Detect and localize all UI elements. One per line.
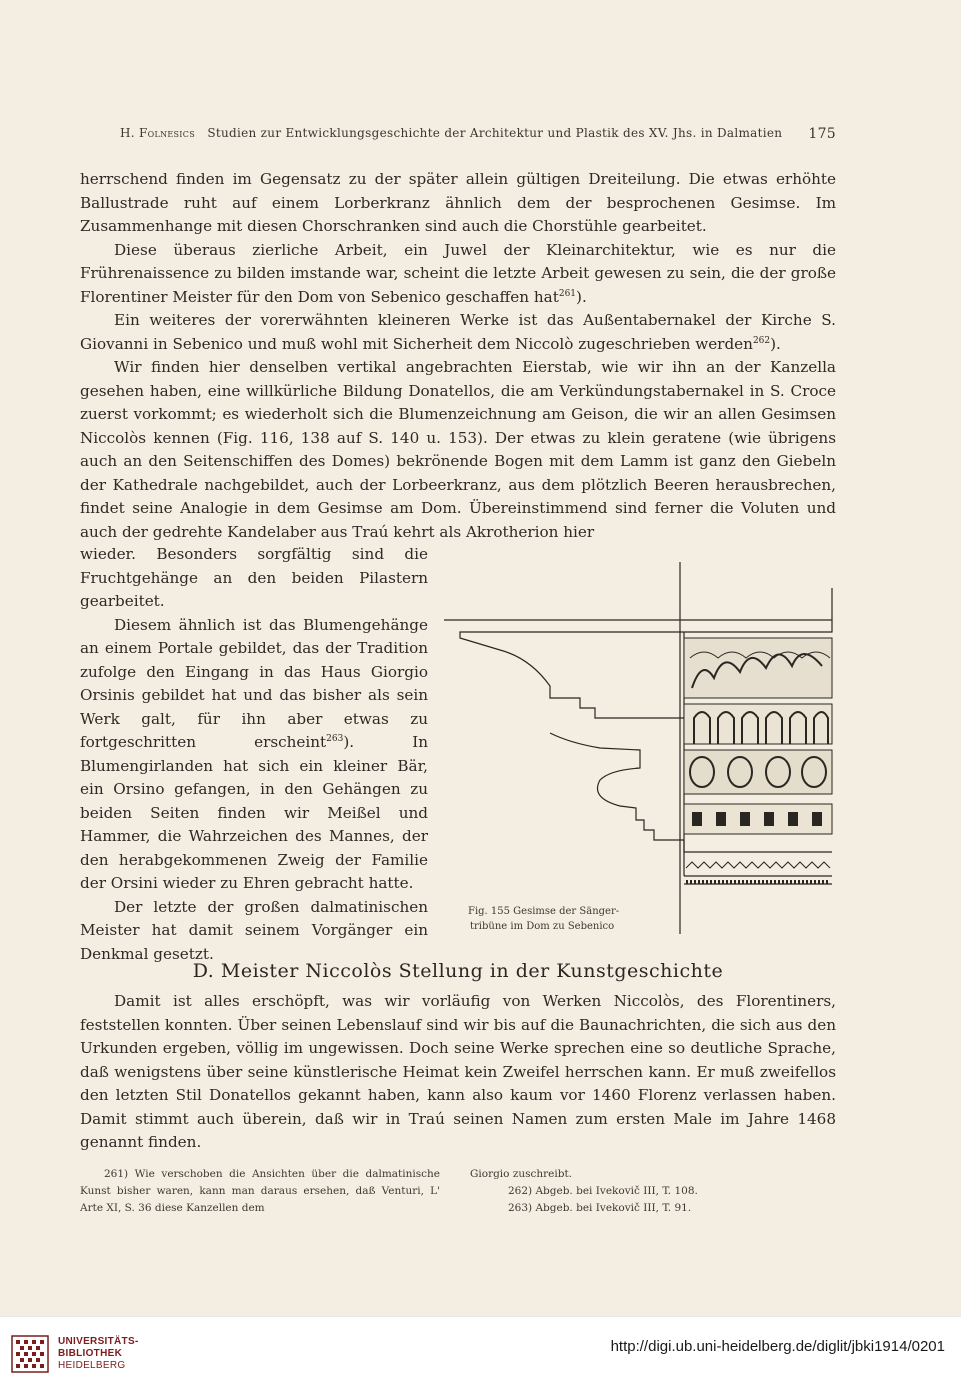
footer-bar bbox=[0, 1316, 961, 1397]
paragraph: wieder. Besonders sorgfältig sind die Fruchtgehänge an den beiden Pilastern gearbeitet. bbox=[80, 545, 428, 610]
footnote-ref-262[interactable]: 262 bbox=[752, 335, 771, 346]
footnote-263: 263) Abgeb. bei Ivekovič III, T. 91. bbox=[508, 1202, 692, 1214]
body-text-bottom bbox=[80, 990, 836, 1155]
university-library-logo-icon[interactable] bbox=[10, 1334, 50, 1374]
body-text-left-column bbox=[80, 543, 428, 966]
footnote-261-continued: Giorgio zuschreibt. bbox=[470, 1168, 573, 1180]
footnote-ref-261[interactable]: 261 bbox=[558, 288, 577, 299]
paragraph: Der letzte der großen dalmatinischen Meister hat damit seinem Vorgänger ein Denkmal gesetzt. bbox=[80, 897, 428, 963]
paragraph: Ein weiteres der vorerwähnten kleineren Werke ist das Außentabernakel der Kirche S. Giovanni in Sebenico und muß wohl mit Sicherheit dem Niccolò zugeschrieben werden$^{262}$). bbox=[80, 311, 836, 353]
footnote-261: 261) Wie verschoben die Ansichten über die dalmatinische Kunst bisher waren, kann man daraus ersehen, daß Venturi, L' Arte XI, S. 36 diese Kanzellen dem bbox=[80, 1168, 440, 1214]
paragraph: herrschend finden im Gegensatz zu der später allein gültigen Dreiteilung. Die etwas erhöhte Ballustrade ruht auf einem Lorberkranz ähnlich dem der besprochenen Gesimse. Im Zusammenhange mit diesen Chorschranken sind auch die Chorstühle gearbeitet. bbox=[80, 170, 836, 235]
paragraph: Damit ist alles erschöpft, was wir vorläufig von Werken Niccolòs, des Florentiners, feststellen konnten. Über seinen Lebenslauf sind wir bis auf die Baunachrichten, die sich aus den Urkunden ergeben, völlig im ungewissen. Doch seine Werke sprechen eine so deutliche Sprache, daß wenigstens über seine künstlerische Heimat kein Zweifel herrschen kann. Er muß zweifellos den letzten Stil Donatellos gekannt haben, kann also kaum vor 1460 Florenz verlassen haben. Damit stimmt auch überein, daß wir in Traú seinen Namen zum ersten Male im Jahre 1468 genannt finden. bbox=[80, 992, 836, 1151]
footnotes-right bbox=[470, 1166, 810, 1217]
paragraph: Diese überaus zierliche Arbeit, ein Juwel der Kleinarchitektur, wie es nur die Frührenaissence zu bilden imstande war, scheint die letzte Arbeit gewesen zu sein, die der große Florentiner Meister für den Dom von Sebenico geschaffen hat$^{261}$). bbox=[80, 240, 836, 306]
figure-caption-line-1: Fig. 155 Gesimse der Sänger- bbox=[468, 906, 620, 917]
section-heading: D. Meister Niccolòs Stellung in der Kunstgeschichte bbox=[192, 960, 724, 982]
source-url-link[interactable]: http://digi.ub.uni-heidelberg.de/diglit/jbki1914/0201 bbox=[610, 1338, 945, 1355]
running-head bbox=[120, 126, 836, 142]
figure-caption bbox=[468, 904, 668, 934]
figure-caption-line-2: tribüne im Dom zu Sebenico bbox=[470, 921, 615, 932]
body-text-top bbox=[80, 168, 836, 544]
page-number: 175 bbox=[808, 126, 836, 142]
running-head-author: H. Folnesics bbox=[120, 126, 195, 140]
library-name bbox=[58, 1336, 139, 1372]
paragraph: Wir finden hier denselben vertikal angebrachten Eierstab, wie wir ihn an der Kanzella gesehen haben, eine willkürliche Bildung Donatellos, die am Verkündungstabernakel in S. Croce zuerst vorkommt; es wiederholt sich die Blumenzeichnung am Geison, die wir an allen Gesimsen Niccolòs kennen (Fig. 116, 138 auf S. 140 u. 153). Der etwas zu klein geratene (wie übrigens auch an den Seitenschiffen des Domes) bekrönende Bogen mit dem Lamm ist ganz den Giebeln der Kathedrale nachgebildet, auch der Lorbeerkranz, aus dem plötzlich Beeren herausbrechen, findet seine Analogie in dem Gesimse am Dom. Übereinstimmend sind ferner die Voluten und auch der gedrehte Kandelaber aus Traú kehrt als Akrotherion hier bbox=[80, 358, 836, 541]
footnotes-left bbox=[80, 1166, 440, 1217]
library-name-line-2: BIBLIOTHEK bbox=[58, 1348, 123, 1359]
running-head-title: Studien zur Entwicklungsgeschichte der Architektur und Plastik des XV. Jhs. in Dalmatien bbox=[207, 126, 783, 140]
cornice-profile-drawing bbox=[440, 558, 840, 938]
library-name-line-3: HEIDELBERG bbox=[58, 1360, 126, 1371]
paragraph: Diesem ähnlich ist das Blumengehänge an einem Portale gebildet, das der Tradition zufolge den Eingang in das Haus Giorgio Orsinis gebildet hat und das bisher als sein Werk galt, für ihn aber etwas zu fortgeschritten erscheint$^{263}$). In Blumengirlanden hat sich ein kleiner Bär, ein Orsino gefangen, in den Gehängen zu beiden Seiten finden wir Meißel und Hammer, die Wahrzeichen des Mannes, der den herabgekommenen Zweig der Familie der Orsini wieder zu Ehren gebracht hatte. bbox=[80, 615, 428, 892]
footnote-262: 262) Abgeb. bei Ivekovič III, T. 108. bbox=[508, 1185, 698, 1197]
footnote-ref-263[interactable]: 263 bbox=[326, 733, 344, 744]
library-name-line-1: UNIVERSITÄTS- bbox=[58, 1336, 139, 1347]
